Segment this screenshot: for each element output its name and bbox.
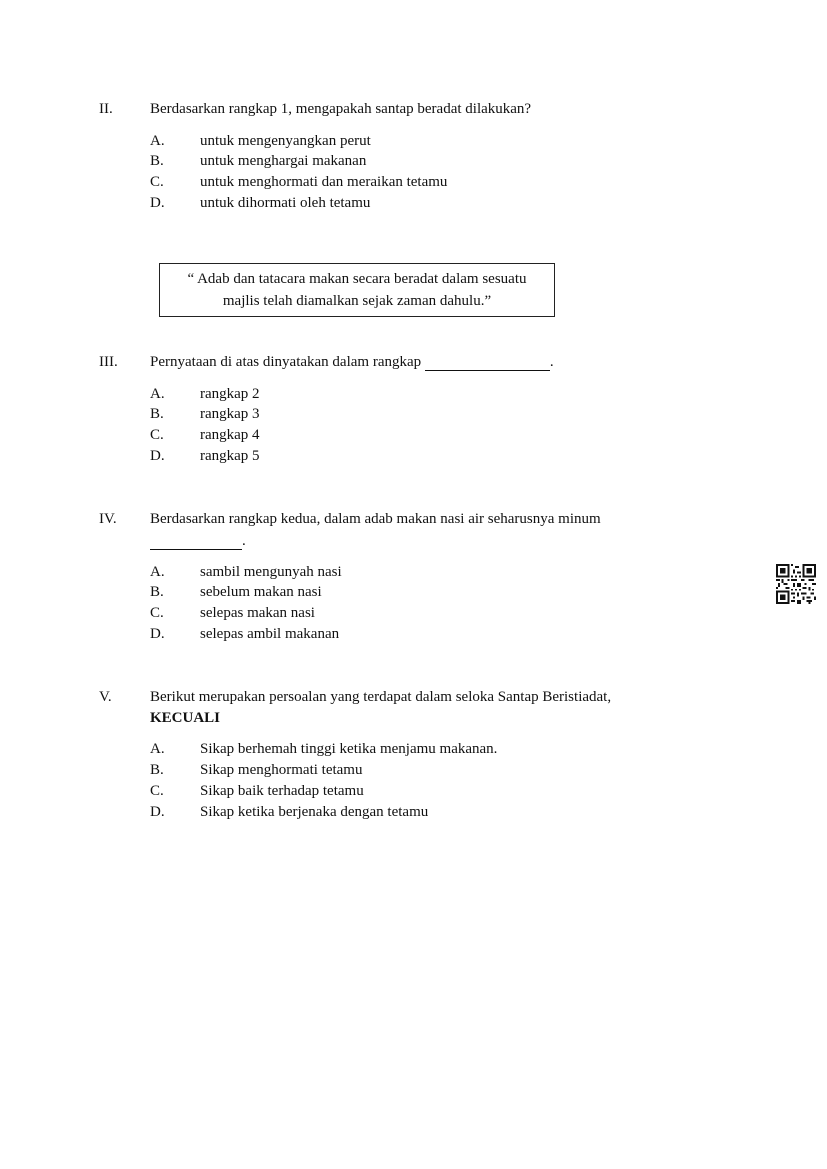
quote-line-2: majlis telah diamalkan sejak zaman dahulu.” — [222, 293, 492, 309]
question-text — [150, 355, 554, 371]
question-text-continued — [150, 534, 246, 550]
option-text: Sikap ketika berjenaka dengan tetamu — [200, 804, 429, 820]
option-text: rangkap 2 — [200, 386, 260, 402]
option-letter: D. — [150, 804, 165, 820]
option-text: Sikap baik terhadap tetamu — [200, 783, 364, 799]
option-letter: C. — [150, 783, 164, 799]
option-text: selepas ambil makanan — [200, 626, 340, 642]
option-letter: A. — [150, 741, 165, 757]
option-text: untuk menghargai makanan — [200, 153, 367, 169]
option-letter: A. — [150, 133, 165, 149]
option-letter: B. — [150, 584, 164, 600]
option-letter: B. — [150, 406, 164, 422]
option-text: sebelum makan nasi — [200, 584, 322, 600]
option-letter: C. — [150, 174, 164, 190]
question-number: V. — [99, 689, 112, 705]
option-text: selepas makan nasi — [200, 605, 315, 621]
option-letter: C. — [150, 605, 164, 621]
question-text: Berdasarkan rangkap kedua, dalam adab makan nasi air seharusnya minum — [150, 511, 601, 527]
question-number: III. — [99, 354, 118, 370]
option-text: untuk menghormati dan meraikan tetamu — [200, 174, 448, 190]
option-text: untuk dihormati oleh tetamu — [200, 195, 371, 211]
option-letter: A. — [150, 386, 165, 402]
option-text: sambil mengunyah nasi — [200, 564, 342, 580]
question-end: . — [549, 354, 554, 370]
option-text: Sikap berhemah tinggi ketika menjamu makanan. — [200, 741, 498, 757]
question-text: Berikut merupakan persoalan yang terdapat dalam seloka Santap Beristiadat, — [150, 689, 612, 705]
option-letter: A. — [150, 564, 165, 580]
answer-blank — [425, 355, 550, 371]
option-letter: B. — [150, 762, 164, 778]
option-text: untuk mengenyangkan perut — [200, 133, 371, 149]
option-text: rangkap 3 — [200, 406, 260, 422]
question-number: II. — [99, 101, 113, 117]
option-letter: D. — [150, 626, 165, 642]
option-letter: C. — [150, 427, 164, 443]
qr-code-icon — [776, 564, 816, 604]
question-end: . — [242, 533, 246, 549]
question-text-body: Pernyataan di atas dinyatakan dalam rangkap — [150, 354, 422, 370]
question-text: Berdasarkan rangkap 1, mengapakah santap beradat dilakukan? — [150, 101, 532, 117]
option-letter: B. — [150, 153, 164, 169]
option-text: rangkap 4 — [200, 427, 260, 443]
option-letter: D. — [150, 448, 165, 464]
question-number: IV. — [99, 511, 117, 527]
answer-blank — [150, 534, 242, 550]
quote-line-1: “ Adab dan tatacara makan secara beradat dalam sesuatu — [187, 271, 527, 287]
question-emphasis: KECUALI — [150, 710, 221, 726]
option-text: Sikap menghormati tetamu — [200, 762, 363, 778]
option-text: rangkap 5 — [200, 448, 260, 464]
quote-box — [159, 263, 555, 317]
option-letter: D. — [150, 195, 165, 211]
